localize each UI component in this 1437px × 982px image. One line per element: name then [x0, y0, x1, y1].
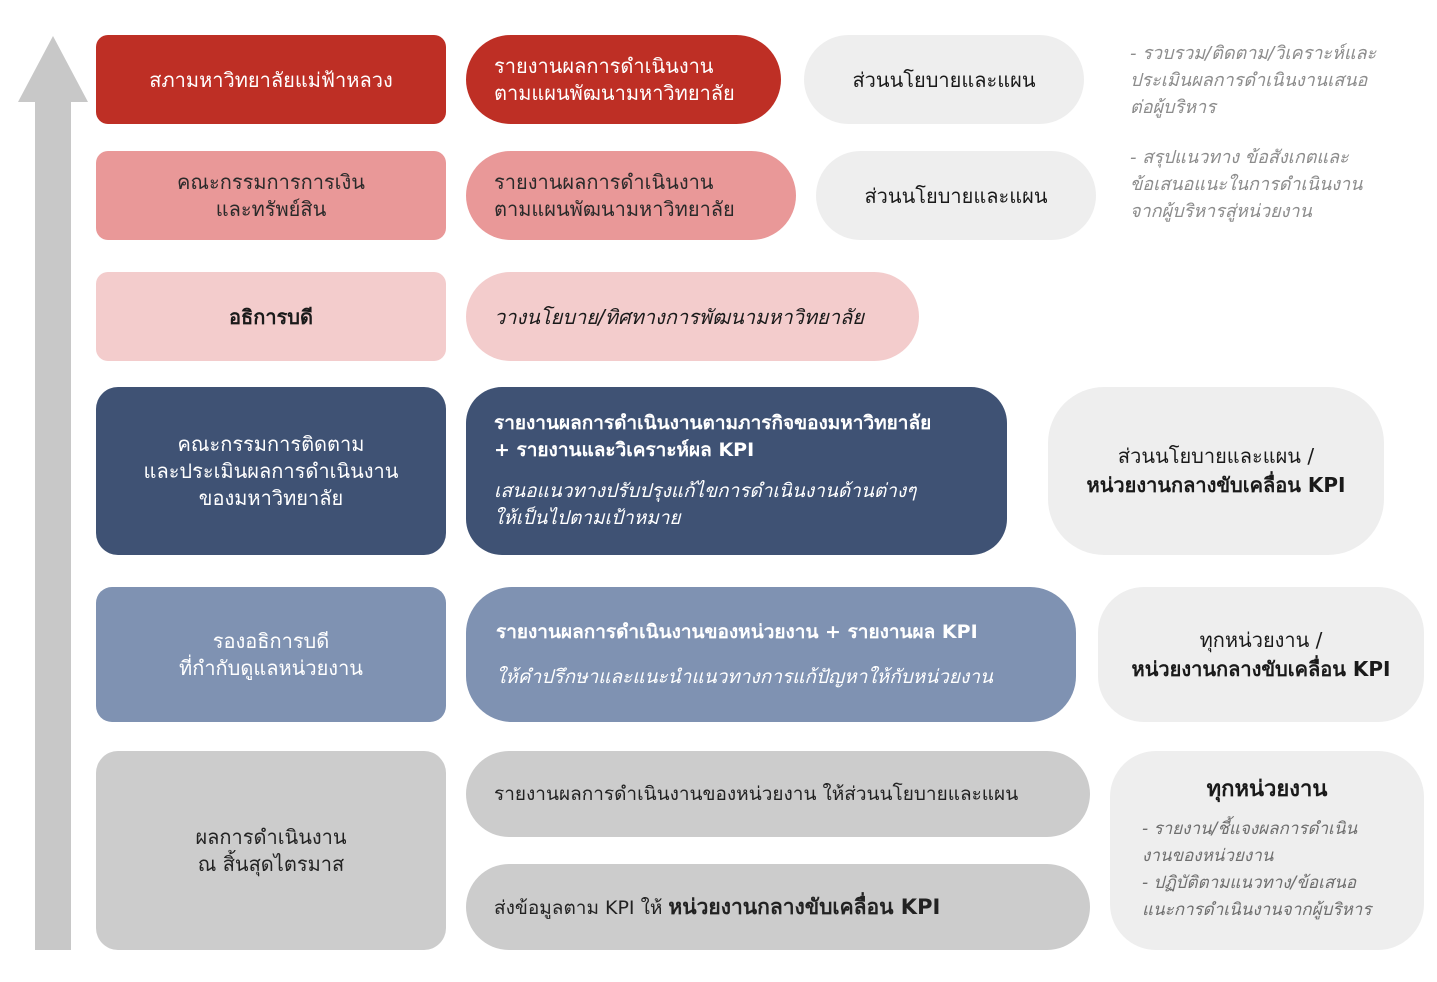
level5-responsible-line: ทุกหน่วยงาน / — [1199, 627, 1323, 652]
level4-report-line: รายงานผลการดำเนินงานตามภารกิจของมหาวิทยาลัย — [494, 412, 932, 434]
level2-note-line: - สรุปแนวทาง ข้อสังเกตและ — [1130, 147, 1349, 168]
level2-report-box — [466, 151, 796, 240]
level5-body-line: ที่กำกับดูแลหน่วยงาน — [179, 655, 363, 680]
level6-responsible-title: ทุกหน่วยงาน — [1206, 777, 1328, 802]
level1-report-line: ตามแผนพัฒนามหาวิทยาลัย — [494, 80, 735, 105]
level4-body-line: และประเมินผลการดำเนินงาน — [143, 458, 399, 483]
level3-body-box — [96, 272, 446, 361]
level6-report-b-line — [494, 891, 940, 924]
level2-note — [1130, 144, 1362, 225]
level1-body-box — [96, 35, 446, 124]
level6-report-a-box — [466, 751, 1090, 837]
level6-responsible-note: - ปฏิบัติตามแนวทาง/ข้อเสนอ — [1142, 873, 1357, 893]
level5-body-box — [96, 587, 446, 722]
level1-body-label: สภามหาวิทยาลัยแม่ฟ้าหลวง — [149, 67, 393, 92]
level5-responsible-box — [1098, 587, 1424, 722]
level1-note — [1130, 40, 1376, 121]
level2-responsible-label: ส่วนนโยบายและแผน — [864, 183, 1048, 208]
level5-responsible-line: หน่วยงานกลางขับเคลื่อน KPI — [1131, 656, 1391, 681]
level4-body-line: คณะกรรมการติดตาม — [177, 431, 365, 456]
level2-note-line: จากผู้บริหารสู่หน่วยงาน — [1130, 201, 1312, 222]
level1-note-line: ประเมินผลการดำเนินงานเสนอ — [1130, 70, 1368, 91]
level2-body-line: และทรัพย์สิน — [215, 196, 327, 221]
level6-report-b-bold: หน่วยงานกลางขับเคลื่อน KPI — [668, 894, 941, 919]
level2-body-line: คณะกรรมการการเงิน — [177, 169, 365, 194]
level2-report-line: รายงานผลการดำเนินงาน — [494, 169, 714, 194]
level5-report-line: รายงานผลการดำเนินงานของหน่วยงาน + รายงานผล KPI — [496, 620, 978, 643]
level2-body-box — [96, 151, 446, 240]
level6-responsible-box — [1110, 751, 1424, 950]
level4-report-line: + รายงานและวิเคราะห์ผล KPI — [494, 439, 755, 461]
level6-body-line: ผลการดำเนินงาน — [195, 824, 347, 849]
level5-report-box — [466, 587, 1076, 722]
level2-responsible-box — [816, 151, 1096, 240]
level3-body-label: อธิการบดี — [229, 304, 313, 329]
level6-body-line: ณ สิ้นสุดไตรมาส — [197, 851, 345, 876]
level4-report-line: เสนอแนวทางปรับปรุงแก้ไขการดำเนินงานด้านต่างๆ — [494, 480, 917, 502]
level4-body-line: ของมหาวิทยาลัย — [198, 485, 344, 510]
level6-report-a-label: รายงานผลการดำเนินงานของหน่วยงาน ให้ส่วนนโยบายและแผน — [494, 783, 1019, 805]
level4-responsible-line: ส่วนนโยบายและแผน / — [1117, 444, 1315, 468]
level4-report-box — [466, 387, 1007, 555]
level4-body-box — [96, 387, 446, 555]
level1-report-line: รายงานผลการดำเนินงาน — [494, 53, 714, 78]
level4-responsible-line: หน่วยงานกลางขับเคลื่อน KPI — [1086, 473, 1346, 497]
level3-report-box — [466, 272, 919, 361]
level5-body-line: รองอธิการบดี — [212, 628, 330, 653]
level1-report-box — [466, 35, 781, 124]
level4-report-line: ให้เป็นไปตามเป้าหมาย — [494, 507, 681, 529]
level3-report-label: วางนโยบาย/ทิศทางการพัฒนามหาวิทยาลัย — [494, 304, 864, 329]
level6-responsible-note: งานของหน่วยงาน — [1142, 846, 1274, 866]
level6-body-box — [96, 751, 446, 950]
level6-responsible-note: แนะการดำเนินงานจากผู้บริหาร — [1142, 900, 1372, 920]
level1-responsible-label: ส่วนนโยบายและแผน — [852, 67, 1036, 92]
level2-report-line: ตามแผนพัฒนามหาวิทยาลัย — [494, 196, 735, 221]
level6-responsible-note: - รายงาน/ชี้แจงผลการดำเนิน — [1142, 819, 1358, 839]
level1-note-line: ต่อผู้บริหาร — [1130, 97, 1216, 118]
level2-note-line: ข้อเสนอแนะในการดำเนินงาน — [1130, 174, 1363, 195]
level6-report-b-box — [466, 864, 1090, 950]
level1-responsible-box — [804, 35, 1084, 124]
level5-report-line: ให้คำปรึกษาและแนะนำแนวทางการแก้ปัญหาให้กับหน่วยงาน — [496, 665, 993, 688]
level4-responsible-box — [1048, 387, 1384, 555]
level6-report-b-plain: ส่งข้อมูลตาม KPI ให้ — [494, 896, 669, 919]
level1-note-line: - รวบรวม/ติดตาม/วิเคราะห์และ — [1130, 43, 1377, 64]
up-arrow-icon — [18, 36, 88, 952]
